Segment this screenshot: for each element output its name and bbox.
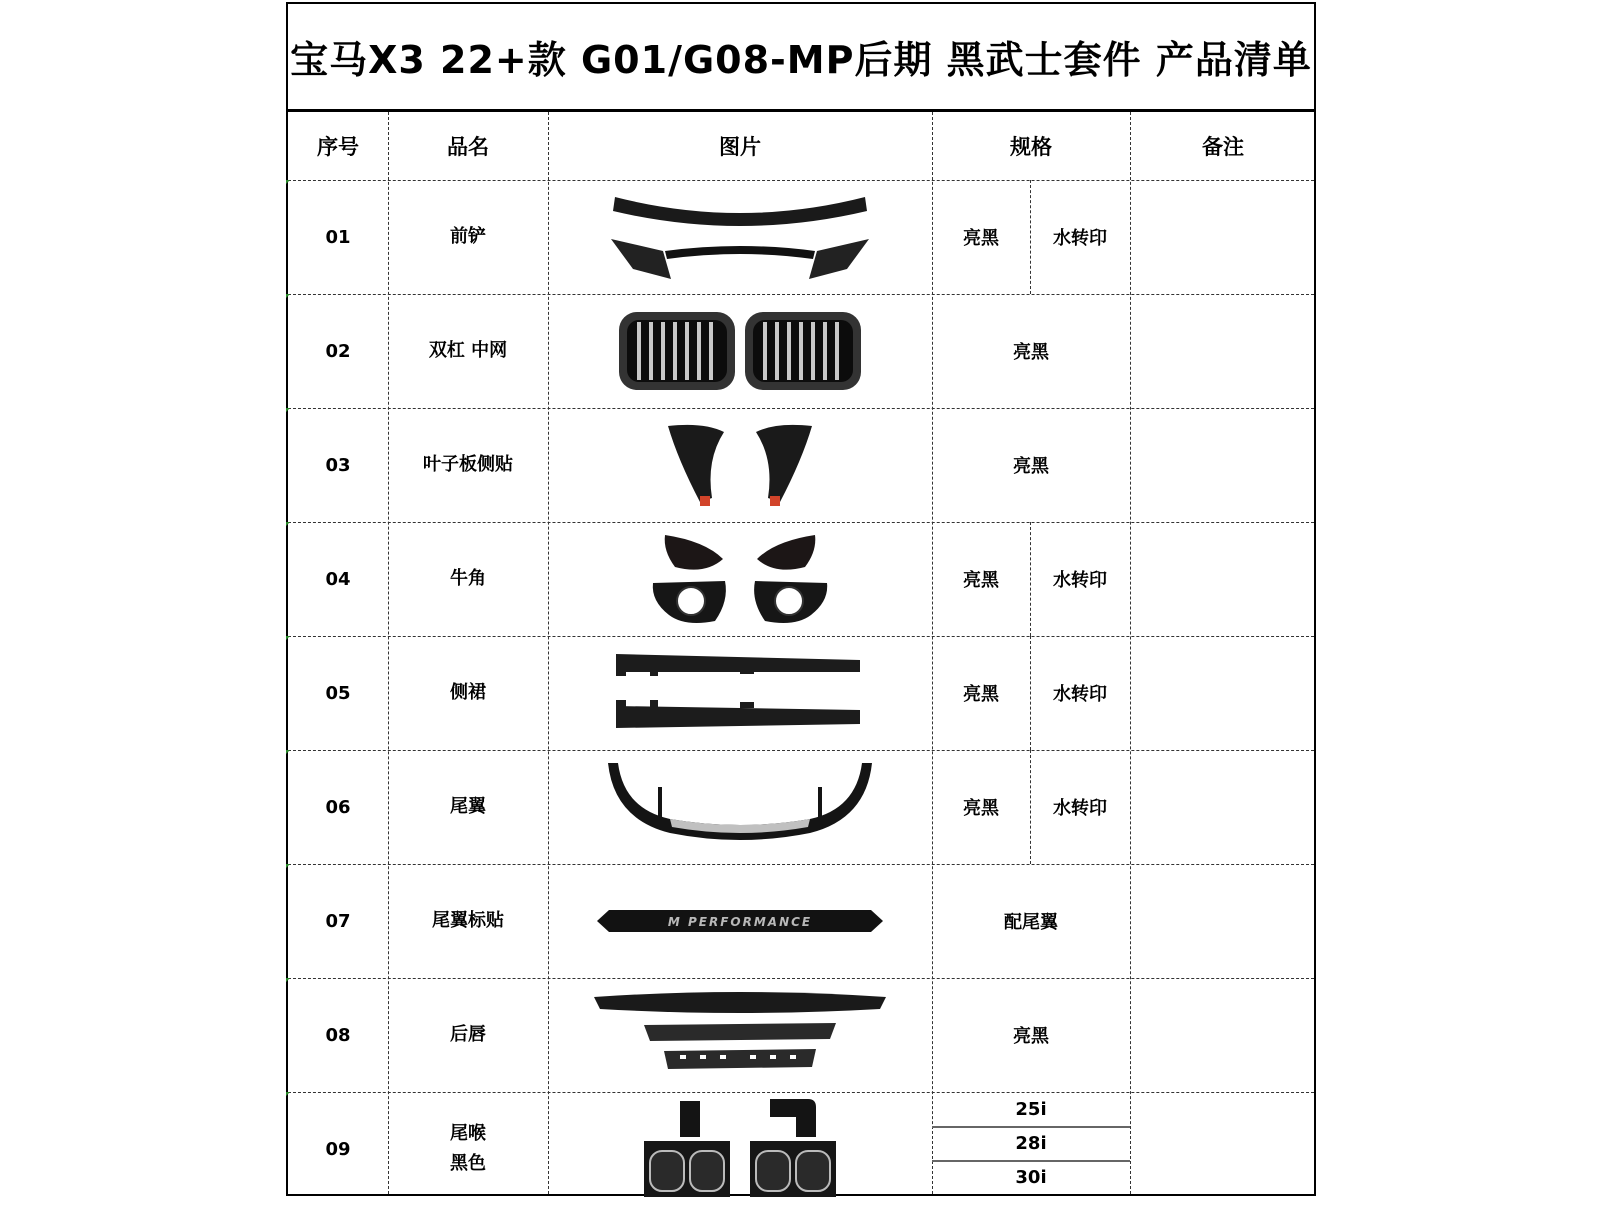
product-name-line: 黑色 <box>450 1153 486 1174</box>
kidney-grille-icon <box>615 306 865 396</box>
row-note <box>1130 978 1316 1092</box>
fog-light-trim-icon <box>645 531 835 627</box>
spec-finish: 亮黑 <box>963 570 999 591</box>
row-index: 03 <box>325 454 351 476</box>
row-product-image <box>548 864 932 978</box>
row-product-name: 双杠 中网 <box>428 340 508 361</box>
row-index: 09 <box>325 1138 351 1160</box>
row-product-image <box>548 750 932 864</box>
exhaust-tips-icon <box>640 1097 840 1201</box>
title-bar <box>288 4 1314 112</box>
row-product-image <box>548 636 932 750</box>
header-spec: 规格 <box>1010 135 1052 159</box>
page-title: 宝马X3 22+款 G01/G08-MP后期 黑武士套件 产品清单 <box>290 38 1312 82</box>
row-note <box>1130 180 1316 294</box>
fender-vent-icon <box>660 420 820 510</box>
spec-finish: 亮黑 <box>963 798 999 819</box>
row-index: 04 <box>325 568 351 590</box>
spec-model: 28i <box>1015 1132 1047 1154</box>
row-index: 02 <box>325 340 351 362</box>
row-note <box>1130 636 1316 750</box>
header-name: 品名 <box>447 135 489 159</box>
spec-finish: 亮黑 <box>963 684 999 705</box>
row-product-image <box>548 408 932 522</box>
product-list-table <box>286 2 1316 1196</box>
row-index: 06 <box>325 796 351 818</box>
row-index: 08 <box>325 1024 351 1046</box>
row-product-name <box>388 1092 548 1206</box>
row-product-image <box>548 1092 932 1206</box>
spoiler-decal-icon <box>595 906 885 936</box>
spec-finish: 亮黑 <box>1013 1026 1049 1047</box>
row-index: 01 <box>325 226 351 248</box>
spec-finish: 亮黑 <box>1013 342 1049 363</box>
spec-model: 30i <box>1015 1166 1047 1188</box>
row-note <box>1130 1092 1316 1206</box>
spec-divider <box>932 1126 1130 1128</box>
row-product-name: 侧裙 <box>450 682 486 703</box>
side-skirt-icon <box>610 650 870 736</box>
row-note <box>1130 294 1316 408</box>
row-product-image <box>548 522 932 636</box>
header-image: 图片 <box>719 135 761 159</box>
header-index: 序号 <box>317 135 359 159</box>
header-note: 备注 <box>1202 135 1244 159</box>
spec-divider <box>932 1160 1130 1162</box>
row-product-name: 牛角 <box>450 568 486 589</box>
spec-finish: 亮黑 <box>963 228 999 249</box>
spec-process: 水转印 <box>1053 798 1107 819</box>
rear-spoiler-icon <box>600 759 880 855</box>
rear-diffuser-icon <box>590 987 890 1083</box>
row-index: 07 <box>325 910 351 932</box>
row-product-name: 尾翼 <box>450 796 486 817</box>
row-product-name: 后唇 <box>450 1024 486 1045</box>
spec-process: 水转印 <box>1053 684 1107 705</box>
row-index: 05 <box>325 682 351 704</box>
spec-model: 25i <box>1015 1098 1047 1120</box>
row-product-image <box>548 180 932 294</box>
spec-finish: 亮黑 <box>1013 456 1049 477</box>
row-note <box>1130 750 1316 864</box>
row-note <box>1130 522 1316 636</box>
row-product-image <box>548 978 932 1092</box>
row-product-name: 前铲 <box>450 226 486 247</box>
front-lip-icon <box>605 189 875 285</box>
row-product-name: 叶子板侧贴 <box>423 454 513 475</box>
row-product-name: 尾翼标贴 <box>432 910 504 931</box>
spec-finish: 配尾翼 <box>1004 912 1058 933</box>
spec-process: 水转印 <box>1053 228 1107 249</box>
row-note <box>1130 864 1316 978</box>
svg-text:M PERFORMANCE: M PERFORMANCE <box>667 915 813 929</box>
product-name-line: 尾喉 <box>450 1123 486 1144</box>
spec-process: 水转印 <box>1053 570 1107 591</box>
row-product-image <box>548 294 932 408</box>
row-note <box>1130 408 1316 522</box>
